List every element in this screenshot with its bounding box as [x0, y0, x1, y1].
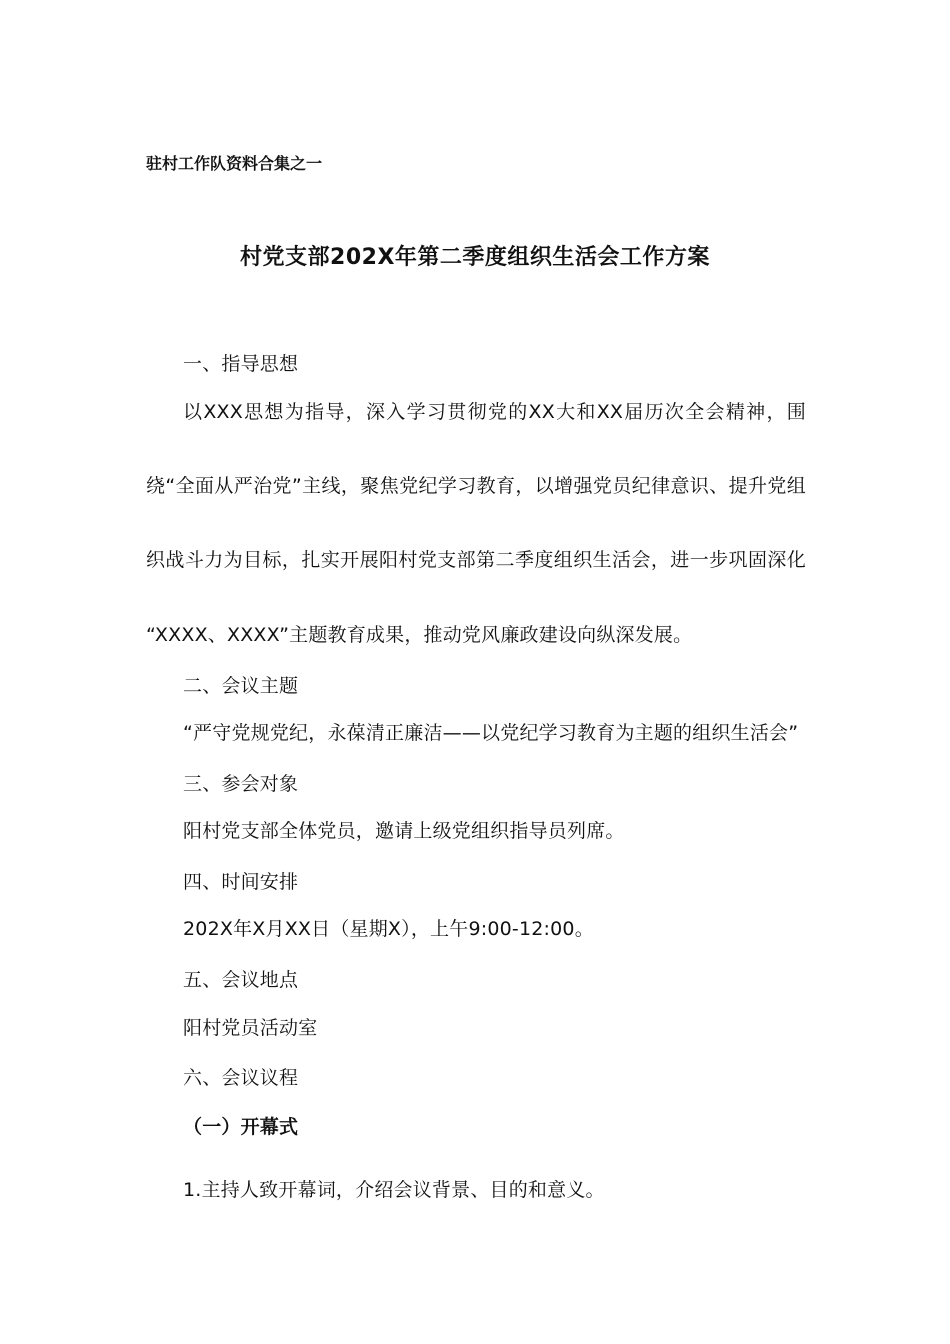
document-title: 村党支部202X年第二季度组织生活会工作方案 [240, 245, 710, 270]
paragraph-line: 织战斗力为目标，扎实开展阳村党支部第二季度组织生活会，进一步巩固深化 [146, 549, 806, 571]
agenda-subheading: （一）开幕式 [183, 1116, 299, 1138]
paragraph-line: 绕“全面从严治党”主线，聚焦党纪学习教育，以增强党员纪律意识、提升党组 [146, 475, 806, 497]
section-heading-guiding-thought: 一、指导思想 [183, 353, 299, 375]
section-heading-schedule: 四、时间安排 [183, 871, 299, 893]
paragraph-line: “XXXX、XXXX”主题教育成果，推动党风廉政建设向纵深发展。 [146, 624, 693, 646]
section-heading-theme: 二、会议主题 [183, 675, 299, 697]
participants-text: 阳村党支部全体党员，邀请上级党组织指导员列席。 [183, 820, 625, 842]
section-heading-location: 五、会议地点 [183, 969, 299, 991]
section-heading-agenda: 六、会议议程 [183, 1067, 299, 1089]
agenda-item: 1.主持人致开幕词，介绍会议背景、目的和意义。 [183, 1179, 605, 1201]
location-text: 阳村党员活动室 [183, 1017, 318, 1039]
paragraph-line: 以XXX思想为指导，深入学习贯彻党的XX大和XX届历次全会精神，围 [183, 401, 806, 423]
theme-text: “严守党规党纪，永葆清正廉洁——以党纪学习教育为主题的组织生活会” [183, 722, 799, 744]
series-label: 驻村工作队资料合集之一 [146, 154, 323, 173]
schedule-text: 202X年X月XX日（星期X），上午9:00-12:00。 [183, 918, 594, 940]
section-heading-participants: 三、参会对象 [183, 773, 299, 795]
